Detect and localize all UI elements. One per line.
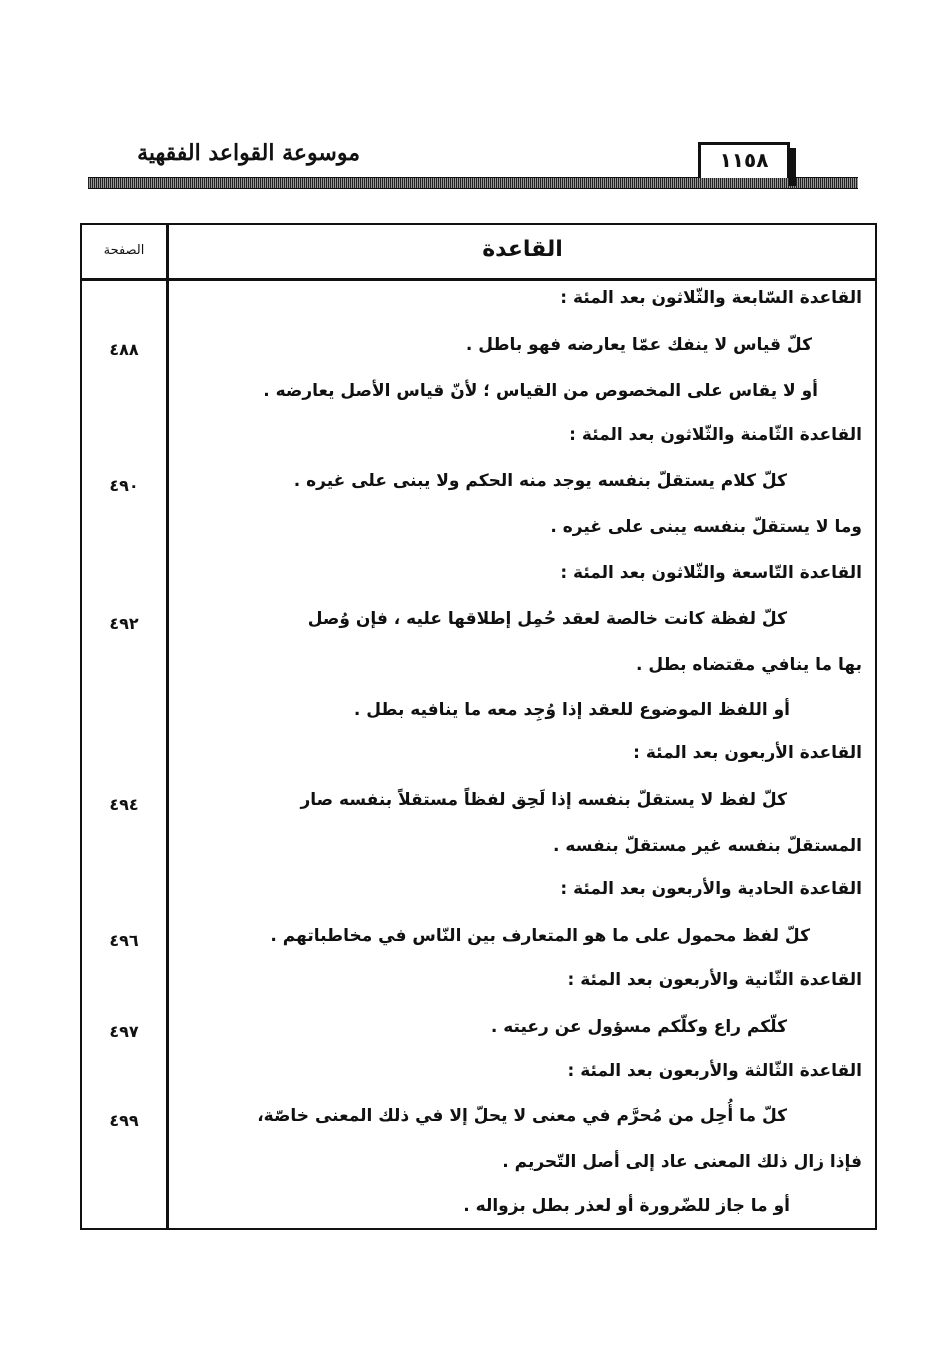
rule-text: كلّ لفظة كانت خالصة لعقد حُمِل إطلاقها عليه ، فإن وُصل [307, 609, 787, 629]
rule-text: بها ما ينافي مقتضاه بطل . [636, 655, 862, 675]
rule-heading: القاعدة الثّامنة والثّلاثون بعد المئة : [569, 425, 862, 445]
rule-text: فإذا زال ذلك المعنى عاد إلى أصل التّحريم . [502, 1152, 862, 1172]
rule-text: كلّكم راع وكلّكم مسؤول عن رعيته . [490, 1017, 787, 1037]
rule-heading: القاعدة التّاسعة والثّلاثون بعد المئة : [560, 563, 862, 583]
page-ref: ٤٩٧ [109, 1022, 139, 1041]
rule-heading: القاعدة الحادية والأربعون بعد المئة : [560, 879, 862, 899]
page-ref: ٤٩٤ [109, 795, 139, 814]
rule-text: أو ما جاز للضّرورة أو لعذر بطل بزواله . [463, 1196, 790, 1216]
page-ref: ٤٩٩ [109, 1111, 139, 1130]
column-header-rule: القاعدة [482, 237, 563, 262]
page-number-box [698, 142, 790, 178]
rule-heading: القاعدة الأربعون بعد المئة : [633, 743, 862, 763]
page-ref: ٤٩٦ [109, 931, 139, 950]
page-ref: ٤٩٢ [109, 614, 139, 633]
book-title: موسوعة القواعد الفقهية [137, 140, 360, 166]
header-rule [88, 177, 858, 189]
rule-text: كلّ ما أُحِل من مُحرَّم في معنى لا يحلّ إلا في ذلك المعنى خاصّة، [257, 1106, 787, 1126]
rule-text: كلّ قياس لا ينفك عمّا يعارضه فهو باطل . [465, 335, 812, 355]
rule-text: أو لا يقاس على المخصوص من القياس ؛ لأنّ قياس الأصل يعارضه . [263, 381, 818, 401]
rule-text: أو اللفظ الموضوع للعقد إذا وُجِد معه ما ينافيه بطل . [353, 700, 790, 720]
column-divider [166, 225, 169, 1228]
rule-heading: القاعدة السّابعة والثّلاثون بعد المئة : [560, 288, 862, 308]
rule-text: المستقلّ بنفسه غير مستقلّ بنفسه . [553, 836, 862, 856]
header-divider [82, 278, 875, 281]
rule-text: كلّ لفظ محمول على ما هو المتعارف بين النّاس في مخاطباتهم . [270, 926, 810, 946]
rule-text: وما لا يستقلّ بنفسه يبنى على غيره . [550, 517, 862, 537]
column-header-page: الصفحة [103, 243, 145, 258]
page-ref: ٤٩٠ [109, 476, 139, 495]
page-number: ١١٥٨ [719, 148, 769, 172]
page-ref: ٤٨٨ [109, 340, 139, 359]
page-box-shadow [789, 148, 796, 186]
rule-text: كلّ لفظ لا يستقلّ بنفسه إذا لَحِق لفظاً مستقلاً بنفسه صار [300, 790, 787, 810]
rule-heading: القاعدة الثّانية والأربعون بعد المئة : [567, 970, 862, 990]
rule-heading: القاعدة الثّالثة والأربعون بعد المئة : [567, 1061, 862, 1081]
rule-text: كلّ كلام يستقلّ بنفسه يوجد منه الحكم ولا يبنى على غيره . [293, 471, 787, 491]
